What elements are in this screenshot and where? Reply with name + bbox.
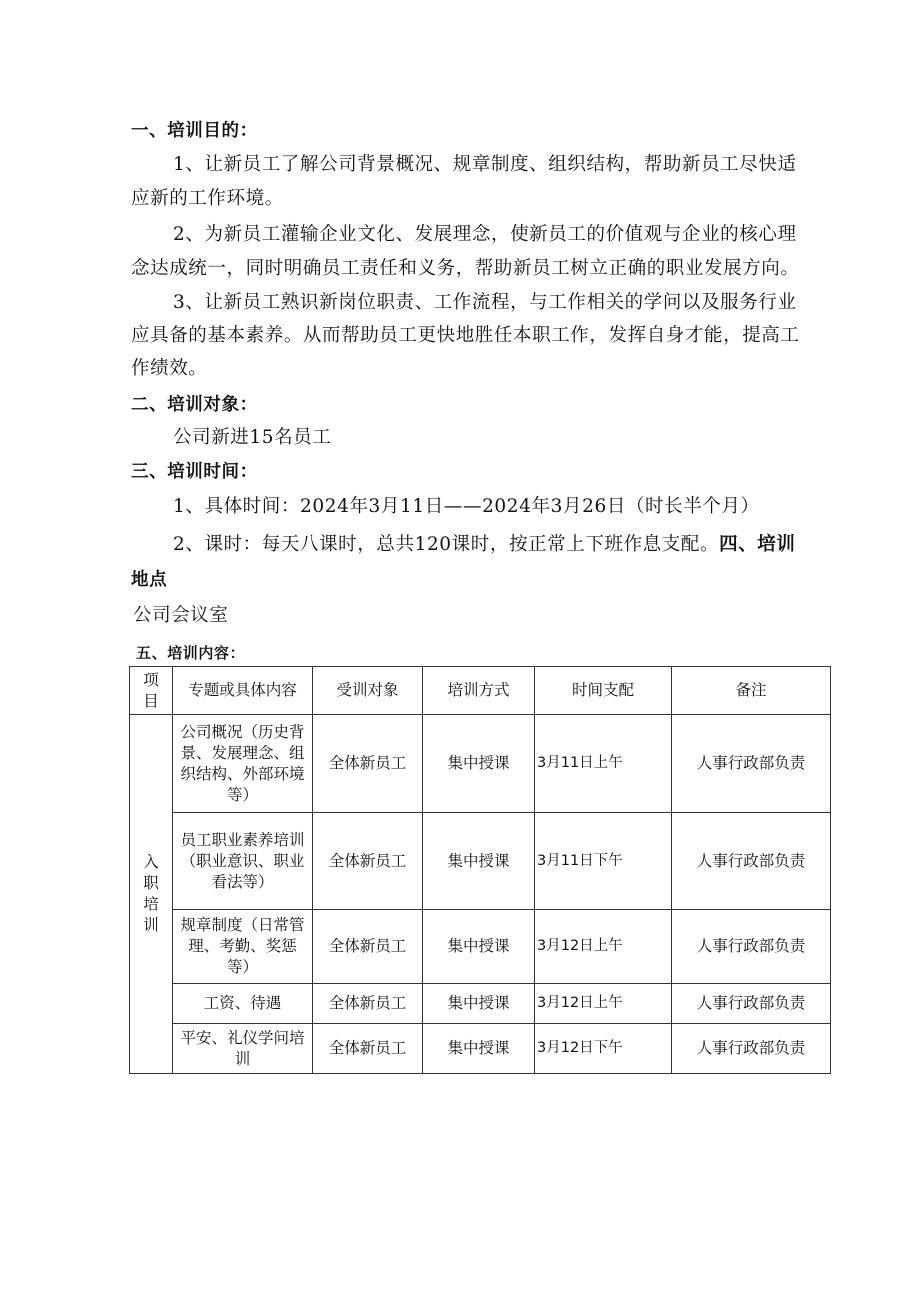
header-note: 备注 bbox=[672, 667, 831, 715]
s1-paragraph-1-line-1: 1、让新员工了解公司背景概况、规章制度、组织结构，帮助新员工尽快适 bbox=[173, 154, 797, 175]
time-cell: 3月12日下午 bbox=[535, 1024, 672, 1074]
audience-cell: 全体新员工 bbox=[313, 1024, 423, 1074]
s1-paragraph-3-line-2: 应具备的基本素养。从而帮助员工更快地胜任本职工作，发挥自身才能，提高工 bbox=[131, 325, 800, 346]
topic-line: 看法等） bbox=[211, 872, 274, 891]
topic-line: （职业意识、职业 bbox=[180, 851, 305, 870]
s1-paragraph-2-line-2: 念达成统一，同时明确员工责任和义务，帮助新员工树立正确的职业发展方向。 bbox=[131, 258, 800, 279]
method-cell: 集中授课 bbox=[423, 984, 535, 1024]
section-3-item-2-text: 2、课时：每天八课时，总共120课时，按正常上下班作息支配。 bbox=[173, 534, 720, 555]
header-time: 时间支配 bbox=[535, 667, 672, 715]
topic-cell bbox=[173, 910, 313, 984]
topic-line: 理、考勤、奖惩 bbox=[188, 937, 297, 955]
time-cell: 3月11日上午 bbox=[535, 715, 672, 813]
note-cell: 人事行政部负责 bbox=[672, 813, 831, 910]
audience-cell: 全体新员工 bbox=[313, 910, 423, 984]
method-cell: 集中授课 bbox=[423, 715, 535, 813]
topic-line: 训 bbox=[234, 1049, 251, 1068]
header-item-line-1: 项 bbox=[143, 670, 159, 689]
s1-paragraph-3-line-1: 3、让新员工熟识新岗位职责、工作流程，与工作相关的学问以及服务行业 bbox=[173, 292, 797, 313]
topic-line: 平安、礼仪学问培 bbox=[180, 1028, 305, 1047]
header-item-line-2: 目 bbox=[143, 691, 159, 710]
table-row bbox=[130, 813, 831, 910]
topic-line: 等） bbox=[226, 785, 258, 804]
category-char: 训 bbox=[143, 916, 159, 934]
table-row bbox=[130, 984, 831, 1024]
topic-line: 织结构、外部环境 bbox=[180, 764, 305, 783]
section-5-title: 五、培训内容： bbox=[136, 644, 246, 662]
topic-cell bbox=[173, 715, 313, 813]
category-char: 入 bbox=[143, 853, 159, 871]
topic-line: 员工职业素养培训 bbox=[180, 830, 305, 849]
header-topic: 专题或具体内容 bbox=[173, 667, 313, 715]
topic-cell bbox=[173, 1024, 313, 1074]
audience-cell: 全体新员工 bbox=[313, 984, 423, 1024]
note-cell: 人事行政部负责 bbox=[672, 1024, 831, 1074]
table-header-row bbox=[130, 667, 831, 715]
section-4-body: 公司会议室 bbox=[133, 605, 229, 626]
topic-line: 等） bbox=[226, 958, 258, 976]
header-audience: 受训对象 bbox=[313, 667, 423, 715]
section-3-item-2 bbox=[173, 532, 796, 558]
category-char: 培 bbox=[143, 895, 159, 913]
section-1-title: 一、培训目的： bbox=[131, 121, 258, 141]
table-row bbox=[130, 1024, 831, 1074]
note-cell: 人事行政部负责 bbox=[672, 910, 831, 984]
s1-paragraph-2-line-1: 2、为新员工灌输企业文化、发展理念，使新员工的价值观与企业的核心理 bbox=[173, 224, 797, 245]
section-2-title: 二、培训对象： bbox=[131, 395, 258, 415]
category-cell bbox=[130, 715, 173, 1074]
section-3-item-1: 1、具体时间：2024年3月11日——2024年3月26日（时长半个月） bbox=[173, 496, 760, 517]
method-cell: 集中授课 bbox=[423, 1024, 535, 1074]
section-2-body: 公司新进15名员工 bbox=[173, 427, 332, 448]
method-cell: 集中授课 bbox=[423, 813, 535, 910]
topic-line: 景、发展理念、组 bbox=[180, 743, 305, 762]
training-schedule-table bbox=[129, 666, 831, 1074]
category-char: 职 bbox=[143, 874, 159, 892]
header-method: 培训方式 bbox=[423, 667, 535, 715]
topic-cell bbox=[173, 984, 313, 1024]
topic-line: 规章制度（日常管 bbox=[180, 916, 305, 934]
time-cell: 3月11日下午 bbox=[535, 813, 672, 910]
audience-cell: 全体新员工 bbox=[313, 715, 423, 813]
audience-cell: 全体新员工 bbox=[313, 813, 423, 910]
s1-paragraph-3-line-3: 作绩效。 bbox=[131, 358, 208, 379]
section-3-title: 三、培训时间： bbox=[131, 462, 258, 482]
table-row bbox=[130, 910, 831, 984]
topic-line: 公司概况（历史背 bbox=[180, 722, 305, 741]
note-cell: 人事行政部负责 bbox=[672, 715, 831, 813]
time-cell: 3月12日上午 bbox=[535, 984, 672, 1024]
header-item bbox=[130, 667, 173, 715]
s1-paragraph-1-line-2: 应新的工作环境。 bbox=[131, 188, 284, 209]
method-cell: 集中授课 bbox=[423, 910, 535, 984]
time-cell: 3月12日上午 bbox=[535, 910, 672, 984]
section-4-title-part-1: 四、培训 bbox=[719, 534, 796, 555]
topic-line: 工资、待遇 bbox=[203, 994, 282, 1012]
note-cell: 人事行政部负责 bbox=[672, 984, 831, 1024]
topic-cell bbox=[173, 813, 313, 910]
section-4-title-part-2: 地点 bbox=[131, 570, 168, 590]
table-row bbox=[130, 715, 831, 813]
